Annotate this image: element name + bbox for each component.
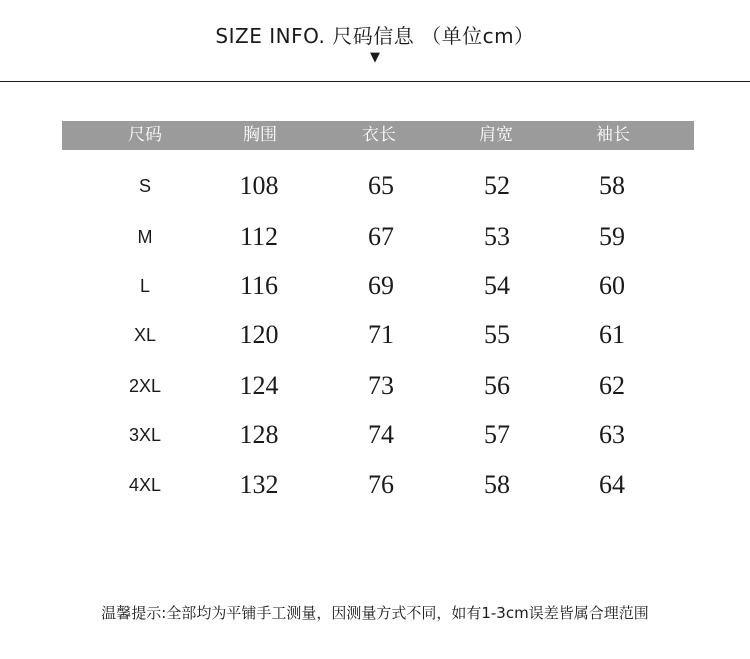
shoulder-value: 56 (484, 371, 510, 400)
header-length: 衣长 (362, 125, 396, 145)
shoulder-value: 52 (484, 171, 510, 200)
sleeve-value: 64 (599, 470, 625, 499)
sleeve-value: 62 (599, 371, 625, 400)
shoulder-value: 54 (484, 271, 510, 300)
down-arrow-icon: ▼ (370, 50, 380, 65)
table-row (0, 415, 750, 455)
chest-value: 128 (239, 420, 279, 449)
table-row (0, 217, 750, 257)
sleeve-value: 61 (599, 320, 625, 349)
measurement-note: 温馨提示:全部均为平铺手工测量，因测量方式不同，如有1-3cm误差皆属合理范围 (101, 604, 649, 622)
length-value: 73 (368, 371, 394, 400)
size-table-header (62, 121, 694, 150)
table-row (0, 366, 750, 406)
size-label: S (138, 176, 151, 196)
chest-value: 132 (239, 470, 279, 499)
length-value: 69 (368, 271, 394, 300)
header-sleeve: 袖长 (596, 125, 630, 145)
length-value: 65 (368, 171, 394, 200)
chest-value: 112 (239, 222, 279, 251)
size-label: 4XL (128, 475, 162, 495)
sleeve-value: 60 (599, 271, 625, 300)
shoulder-value: 57 (484, 420, 510, 449)
header-shoulder: 肩宽 (479, 125, 513, 145)
size-label: 3XL (128, 425, 162, 445)
shoulder-value: 53 (484, 222, 510, 251)
header-size: 尺码 (128, 125, 162, 145)
chest-value: 120 (239, 320, 279, 349)
chest-value: 116 (239, 271, 279, 300)
sleeve-value: 63 (599, 420, 625, 449)
chest-value: 108 (239, 171, 279, 200)
size-label: M (137, 227, 153, 247)
chest-value: 124 (239, 371, 279, 400)
table-row (0, 266, 750, 306)
table-row (0, 465, 750, 505)
shoulder-value: 55 (484, 320, 510, 349)
sleeve-value: 59 (599, 222, 625, 251)
divider-line (0, 81, 750, 82)
size-label: L (139, 276, 150, 296)
length-value: 71 (368, 320, 394, 349)
shoulder-value: 58 (484, 470, 510, 499)
length-value: 76 (368, 470, 394, 499)
sleeve-value: 58 (599, 171, 625, 200)
length-value: 74 (368, 420, 394, 449)
size-label: XL (133, 325, 157, 345)
page-title: SIZE INFO. 尺码信息 （单位cm） (215, 24, 535, 48)
table-row (0, 166, 750, 206)
header-chest: 胸围 (243, 125, 277, 145)
size-label: 2XL (128, 376, 162, 396)
length-value: 67 (368, 222, 394, 251)
table-row (0, 315, 750, 355)
